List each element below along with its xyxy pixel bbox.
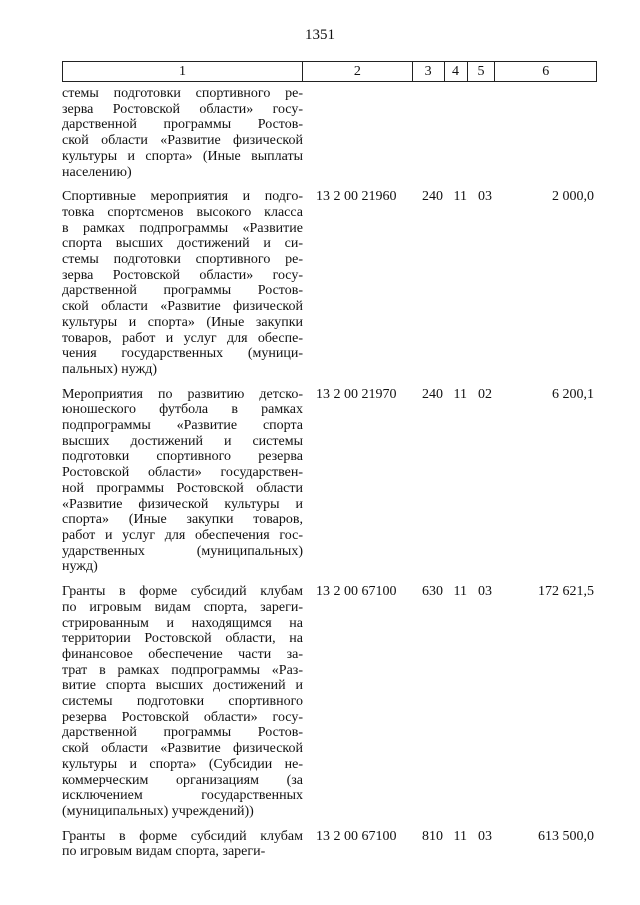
description-line: коммерческим организациям (за (62, 772, 303, 788)
row-amount: 613 500,0 (538, 828, 594, 844)
row-description (62, 189, 303, 377)
description-line: ударственных (муниципальных) (62, 543, 303, 559)
table-body (62, 86, 597, 860)
description-line: подготовки спортивного резерва (62, 449, 303, 465)
row-description (62, 387, 303, 575)
row-target-code (303, 86, 413, 180)
row-section: 11 (453, 386, 467, 402)
row-section: 11 (453, 584, 467, 600)
row-expense-type: 810 (422, 828, 443, 844)
header-col-2: 2 (303, 62, 413, 81)
row-subsection: 03 (478, 189, 492, 205)
description-line: дарственной программы Ростов- (62, 117, 303, 133)
description-line: трат в рамках подпрограммы «Раз- (62, 662, 303, 678)
header-col-6: 6 (542, 64, 550, 79)
description-line: работ и услуг для обеспечения гос- (62, 527, 303, 543)
description-line: культуры и спорта» (Субсидии не- (62, 756, 303, 772)
description-line: стрированным и находящимся на (62, 615, 303, 631)
row-gap (62, 575, 597, 584)
description-line: системы подготовки спортивного (62, 694, 303, 710)
description-line: исключением государственных (62, 788, 303, 804)
description-line: товка спортсменов высокого класса (62, 204, 303, 220)
header-col-1: 1 (63, 62, 303, 81)
table-row (62, 829, 597, 860)
row-expense-type: 630 (422, 584, 443, 600)
description-line: Спортивные мероприятия и подго- (62, 189, 303, 205)
table-row (62, 387, 597, 575)
row-amount: 2 000,0 (552, 189, 594, 205)
description-line: высших достижений и системы (62, 433, 303, 449)
description-line: нужд) (62, 559, 98, 575)
row-amount: 172 621,5 (538, 584, 594, 600)
row-description (62, 829, 303, 860)
description-line: культуры и спорта» (Иные закупки (62, 314, 303, 330)
description-line: культуры и спорта» (Иные выплаты (62, 148, 303, 164)
row-target-code: 13 2 00 21960 (316, 189, 397, 205)
description-line: по игровым видам спорта, зареги- (62, 599, 303, 615)
description-line: финансовое обеспечение части за- (62, 646, 303, 662)
description-line: дарственной программы Ростов- (62, 283, 303, 299)
description-line: (муниципальных) учреждений)) (62, 803, 254, 819)
description-line: юношеского футбола в рамках (62, 402, 303, 418)
header-col-5: 5 (468, 62, 496, 81)
description-line: Ростовской области» государствен- (62, 465, 303, 481)
row-target-code: 13 2 00 67100 (316, 828, 397, 844)
description-line: «Развитие физической культуры и (62, 496, 303, 512)
row-subsection: 03 (478, 584, 492, 600)
description-line: ской области «Развитие физической (62, 133, 303, 149)
row-target-code: 13 2 00 21970 (316, 386, 397, 402)
page-number: 1351 (305, 27, 335, 43)
row-description (62, 584, 303, 820)
row-subsection: 03 (478, 828, 492, 844)
description-line: территории Ростовской области, на (62, 631, 303, 647)
header-col-3: 3 (413, 62, 445, 81)
description-line: чения государственных (муници- (62, 346, 303, 362)
row-gap (62, 378, 597, 387)
row-subsection (468, 86, 496, 180)
description-line: по игровым видам спорта, зареги- (62, 844, 266, 860)
row-gap (62, 180, 597, 189)
row-section: 11 (453, 828, 467, 844)
row-expense-type: 240 (422, 189, 443, 205)
description-line: дарственной программы Ростов- (62, 725, 303, 741)
description-line: зерва Ростовской области» госу- (62, 101, 303, 117)
row-gap (62, 820, 597, 829)
row-target-code: 13 2 00 67100 (316, 584, 397, 600)
description-line: стемы подготовки спортивного ре- (62, 252, 303, 268)
description-line: пальных) нужд) (62, 361, 158, 377)
description-line: спорта» (Иные закупки товаров, (62, 512, 303, 528)
row-section: 11 (453, 189, 467, 205)
table-header-row (62, 61, 597, 82)
table-row (62, 189, 597, 377)
description-line: ской области «Развитие физической (62, 299, 303, 315)
row-section (445, 86, 468, 180)
description-line: товаров, работ и услуг для обеспе- (62, 330, 303, 346)
row-expense-type: 240 (422, 386, 443, 402)
row-description (62, 86, 303, 180)
description-line: в рамках подпрограммы «Развитие (62, 220, 303, 236)
description-line: Гранты в форме субсидий клубам (62, 828, 303, 844)
table-row (62, 584, 597, 820)
row-amount (496, 86, 597, 180)
description-line: витие спорта высших достижений и (62, 678, 303, 694)
description-line: подпрограммы «Развитие спорта (62, 418, 303, 434)
description-line: ной программы Ростовской области (62, 480, 303, 496)
description-line: зерва Ростовской области» госу- (62, 267, 303, 283)
row-subsection: 02 (478, 386, 492, 402)
description-line: Гранты в форме субсидий клубам (62, 584, 303, 600)
row-expense-type (413, 86, 445, 180)
description-line: населению) (62, 164, 132, 180)
description-line: Мероприятия по развитию детско- (62, 386, 303, 402)
row-amount: 6 200,1 (552, 386, 594, 402)
description-line: стемы подготовки спортивного ре- (62, 86, 303, 101)
description-line: резерва Ростовской области» госу- (62, 709, 303, 725)
description-line: ской области «Развитие физической (62, 741, 303, 757)
table-row (62, 86, 597, 180)
header-col-4: 4 (445, 62, 468, 81)
description-line: спорта высших достижений и си- (62, 236, 303, 252)
